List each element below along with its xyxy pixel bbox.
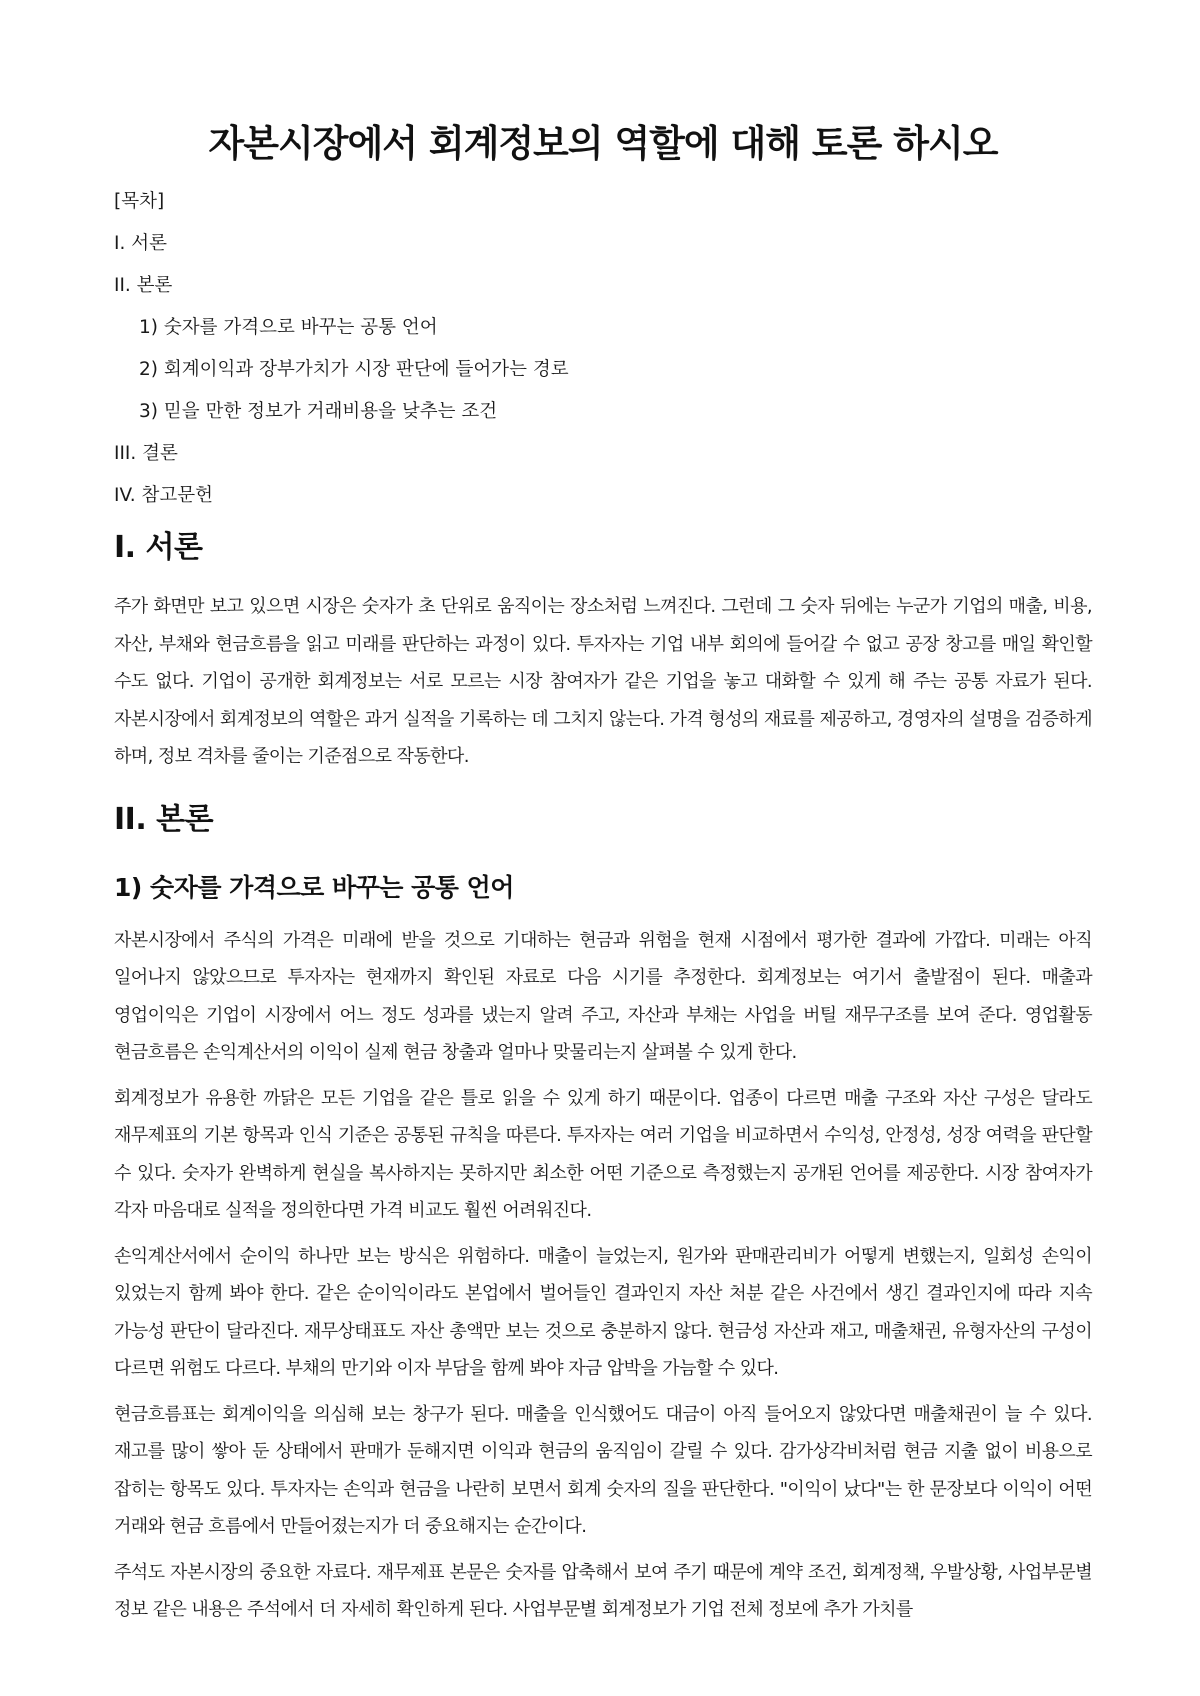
toc-item-body: II. 본론 — [114, 275, 173, 296]
body-paragraph: 주석도 자본시장의 중요한 자료다. 재무제표 본문은 숫자를 압축해서 보여 주기 때문에 계약 조건, 회계정책, 우발상황, 사업부문별 정보 같은 내용은 주석에서 더 자세히 확인하게 된다. 사업부문별 회계정보가 기업 전체 정보에 추가 가치를 — [114, 1561, 1092, 1620]
section-heading-body: II. 본론 — [114, 801, 214, 837]
document-title: 자본시장에서 회계정보의 역할에 대해 토론 하시오 — [208, 122, 998, 165]
section-heading-intro: I. 서론 — [114, 530, 203, 565]
toc-item-body-1: 1) 숫자를 가격으로 바꾸는 공통 언어 — [139, 317, 438, 338]
toc-item-body-3: 3) 믿을 만한 정보가 거래비용을 낮추는 조건 — [139, 401, 498, 422]
body-paragraph: 회계정보가 유용한 까닭은 모든 기업을 같은 틀로 읽을 수 있게 하기 때문이다. 업종이 다르면 매출 구조와 자산 구성은 달라도 재무제표의 기본 항목과 인식 기준은 공통된 규칙을 따른다. 투자자는 여러 기업을 비교하면서 수익성, 안정성, 성장 여력을 판단할 수 있다. 숫자가 완벽하게 현실을 복사하지는 못하지만 최소한 어떤 기준으로 측정했는지 공개된 언어를 제공한다. 시장 참여자가 각자 마음대로 실적을 정의한다면 가격 비교도 훨씬 어려워진다. — [114, 1087, 1092, 1221]
table-of-contents — [114, 190, 1092, 508]
body-paragraph: 손익계산서에서 순이익 하나만 보는 방식은 위험하다. 매출이 늘었는지, 원가와 판매관리비가 어떻게 변했는지, 일회성 손익이 있었는지 함께 봐야 한다. 같은 순이익이라도 본업에서 벌어들인 결과인지 자산 처분 같은 사건에서 생긴 결과인지에 따라 지속 가능성 판단이 달라진다. 재무상태표도 자산 총액만 보는 것으로 충분하지 않다. 현금성 자산과 재고, 매출채권, 유형자산의 구성이 다르면 위험도 다르다. 부채의 만기와 이자 부담을 함께 봐야 자금 압박을 가늠할 수 있다. — [114, 1245, 1092, 1379]
document-page — [114, 0, 1092, 1629]
toc-item-conclusion: III. 결론 — [114, 443, 178, 464]
body-paragraph: 현금흐름표는 회계이익을 의심해 보는 창구가 된다. 매출을 인식했어도 대금이 아직 들어오지 않았다면 매출채권이 늘 수 있다. 재고를 많이 쌓아 둔 상태에서 판매가 둔해지면 이익과 현금의 움직임이 갈릴 수 있다. 감가상각비처럼 현금 지출 없이 비용으로 잡히는 항목도 있다. 투자자는 손익과 현금을 나란히 보면서 회계 숫자의 질을 판단한다. "이익이 났다"는 한 문장보다 이익이 어떤 거래와 현금 흐름에서 만들어졌는지가 더 중요해지는 순간이다. — [114, 1403, 1092, 1537]
toc-item-body-2: 2) 회계이익과 장부가치가 시장 판단에 들어가는 경로 — [139, 359, 569, 380]
subsection-heading-1: 1) 숫자를 가격으로 바꾸는 공통 언어 — [114, 872, 514, 902]
toc-heading: [목차] — [114, 191, 165, 212]
intro-paragraph: 주가 화면만 보고 있으면 시장은 숫자가 초 단위로 움직이는 장소처럼 느껴진다. 그런데 그 숫자 뒤에는 누군가 기업의 매출, 비용, 자산, 부채와 현금흐름을 읽고 미래를 판단하는 과정이 있다. 투자자는 기업 내부 회의에 들어갈 수 없고 공장 창고를 매일 확인할 수도 없다. 기업이 공개한 회계정보는 서로 모르는 시장 참여자가 같은 기업을 놓고 대화할 수 있게 해 주는 공통 자료가 된다. 자본시장에서 회계정보의 역할은 과거 실적을 기록하는 데 그치지 않는다. 가격 형성의 재료를 제공하고, 경영자의 설명을 검증하게 하며, 정보 격차를 줄이는 기준점으로 작동한다. — [114, 596, 1092, 767]
toc-item-references: IV. 참고문헌 — [114, 485, 213, 506]
toc-item-intro: I. 서론 — [114, 233, 167, 254]
body-paragraph: 자본시장에서 주식의 가격은 미래에 받을 것으로 기대하는 현금과 위험을 현재 시점에서 평가한 결과에 가깝다. 미래는 아직 일어나지 않았으므로 투자자는 현재까지 확인된 자료로 다음 시기를 추정한다. 회계정보는 여기서 출발점이 된다. 매출과 영업이익은 기업이 시장에서 어느 정도 성과를 냈는지 알려 주고, 자산과 부채는 사업을 버틸 재무구조를 보여 준다. 영업활동 현금흐름은 손익계산서의 이익이 실제 현금 창출과 얼마나 맞물리는지 살펴볼 수 있게 한다. — [114, 929, 1092, 1063]
